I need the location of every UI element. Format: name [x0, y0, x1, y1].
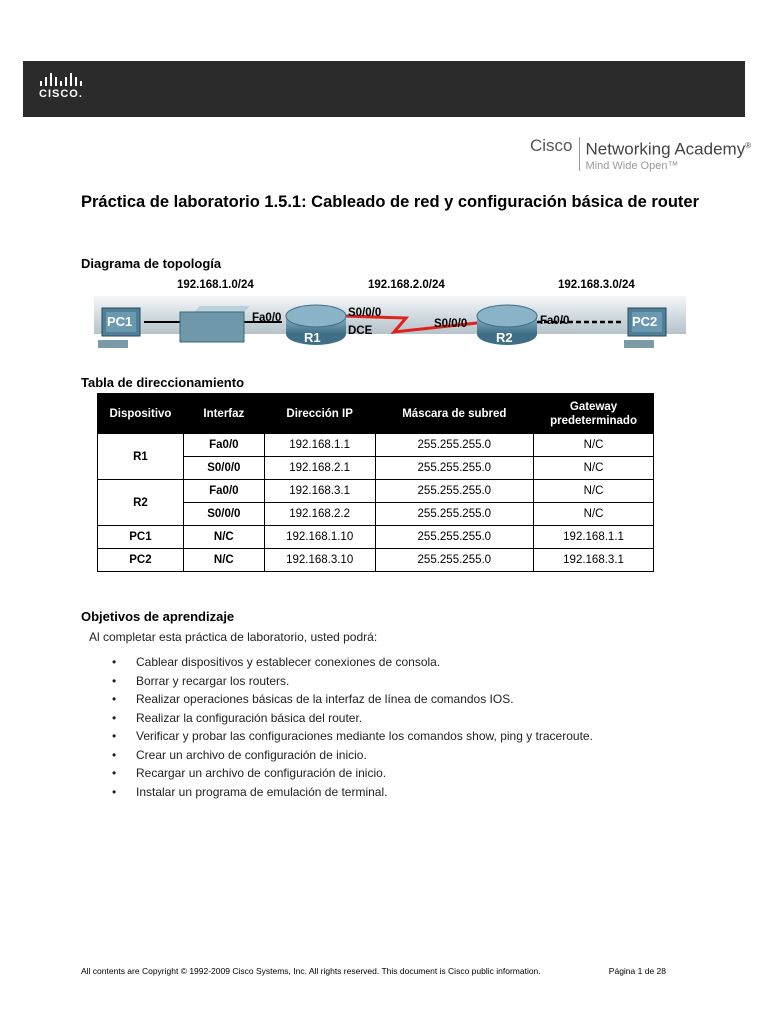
column-header: Gateway predeterminado: [534, 394, 654, 434]
objectives-intro: Al completar esta práctica de laboratorio, usted podrá:: [89, 630, 378, 644]
copyright-text: All contents are Copyright © 1992-2009 Cisco Systems, Inc. All rights reserved. This document is Cisco public information.: [81, 966, 541, 976]
interface-cell: N/C: [183, 549, 264, 572]
page-footer: [81, 966, 666, 976]
interface-cell: Fa0/0: [183, 480, 264, 503]
list-item: • Cablear dispositivos y establecer conexiones de consola.: [112, 653, 593, 672]
addressing-heading: Tabla de direccionamiento: [81, 375, 245, 390]
list-item: • Verificar y probar las configuraciones mediante los comandos show, ping y traceroute.: [112, 727, 593, 746]
mask-cell: 255.255.255.0: [375, 457, 534, 480]
ip-cell: 192.168.1.1: [264, 434, 375, 457]
r1-serial-label: S0/0/0: [348, 307, 382, 319]
list-item-text: Crear un archivo de configuración de inicio.: [136, 747, 367, 762]
mask-cell: 255.255.255.0: [375, 434, 534, 457]
objectives-heading: Objetivos de aprendizaje: [81, 609, 235, 624]
column-header: Dirección IP: [264, 394, 375, 434]
ip-cell: 192.168.2.1: [264, 457, 375, 480]
page-title: Práctica de laboratorio 1.5.1: Cableado de red y configuración básica de router: [81, 193, 700, 211]
page-number: Página 1 de 28: [608, 966, 666, 976]
interface-cell: N/C: [183, 526, 264, 549]
column-header: Dispositivo: [98, 394, 184, 434]
list-item: • Recargar un archivo de configuración de inicio.: [112, 764, 593, 783]
list-item: • Realizar operaciones básicas de la interfaz de línea de comandos IOS.: [112, 690, 593, 709]
pc1-label: PC1: [107, 314, 133, 329]
network-label-2: 192.168.2.0/24: [368, 279, 445, 291]
r2-serial-label: S0/0/0: [434, 318, 468, 330]
mask-cell: 255.255.255.0: [375, 549, 534, 572]
device-cell: PC1: [98, 526, 184, 549]
academy-trademark: ®: [745, 141, 752, 150]
list-item-text: Realizar la configuración básica del router.: [136, 710, 363, 725]
r1-fa-label: Fa0/0: [252, 312, 282, 324]
network-label-1: 192.168.1.0/24: [177, 279, 254, 291]
column-header: Interfaz: [183, 394, 264, 434]
cisco-bars-icon: [40, 73, 83, 86]
device-cell: PC2: [98, 549, 184, 572]
column-header: Máscara de subred: [375, 394, 534, 434]
r2-label: R2: [496, 330, 513, 345]
list-item: • Borrar y recargar los routers.: [112, 672, 593, 691]
list-item-text: Recargar un archivo de configuración de inicio.: [136, 766, 387, 780]
academy-cisco: Cisco: [530, 136, 573, 155]
gateway-cell: N/C: [534, 503, 654, 526]
table-header-row: [98, 394, 654, 434]
table-row: [98, 526, 654, 549]
r1-label: R1: [304, 330, 321, 345]
objectives-list: [112, 653, 593, 801]
gateway-cell: N/C: [534, 434, 654, 457]
gateway-cell: 192.168.3.1: [534, 549, 654, 572]
gateway-cell: N/C: [534, 457, 654, 480]
list-item-text: Verificar y probar las configuraciones mediante los comandos show, ping y traceroute.: [136, 729, 593, 743]
device-cell: R1: [98, 434, 184, 480]
table-row: [98, 480, 654, 503]
list-item: • Instalar un programa de emulación de terminal.: [112, 783, 593, 802]
interface-cell: S0/0/0: [183, 457, 264, 480]
academy-tagline: Mind Wide Open™: [585, 159, 679, 172]
ip-cell: 192.168.1.10: [264, 526, 375, 549]
ip-cell: 192.168.3.1: [264, 480, 375, 503]
dce-label: DCE: [348, 325, 373, 337]
networking-academy-logo: [530, 136, 751, 172]
addressing-table: [97, 393, 654, 572]
header-banner: [23, 61, 745, 117]
table-row: [98, 434, 654, 457]
table-row: [98, 549, 654, 572]
mask-cell: 255.255.255.0: [375, 526, 534, 549]
interface-cell: Fa0/0: [183, 434, 264, 457]
mask-cell: 255.255.255.0: [375, 480, 534, 503]
list-item-text: Instalar un programa de emulación de terminal.: [136, 784, 388, 799]
network-label-3: 192.168.3.0/24: [558, 279, 635, 291]
r2-fa-label: Fa0/0: [540, 315, 570, 327]
pc2-label: PC2: [632, 314, 658, 329]
mask-cell: 255.255.255.0: [375, 503, 534, 526]
topology-diagram: [94, 272, 686, 362]
ip-cell: 192.168.3.10: [264, 549, 375, 572]
gateway-cell: 192.168.1.1: [534, 526, 654, 549]
list-item: • Realizar la configuración básica del router.: [112, 709, 593, 728]
cisco-logo-text: CISCO.: [39, 88, 83, 100]
gateway-cell: N/C: [534, 480, 654, 503]
academy-name: Networking Academy: [585, 139, 746, 159]
list-item-text: Cablear dispositivos y establecer conexiones de consola.: [136, 655, 441, 669]
interface-cell: S0/0/0: [183, 503, 264, 526]
list-item-text: Realizar operaciones básicas de la interfaz de línea de comandos IOS.: [136, 692, 514, 706]
ip-cell: 192.168.2.2: [264, 503, 375, 526]
device-cell: R2: [98, 480, 184, 526]
cisco-logo: [39, 73, 83, 100]
topology-heading: Diagrama de topología: [81, 256, 222, 271]
list-item-text: Borrar y recargar los routers.: [136, 673, 290, 688]
list-item: • Crear un archivo de configuración de inicio.: [112, 746, 593, 765]
